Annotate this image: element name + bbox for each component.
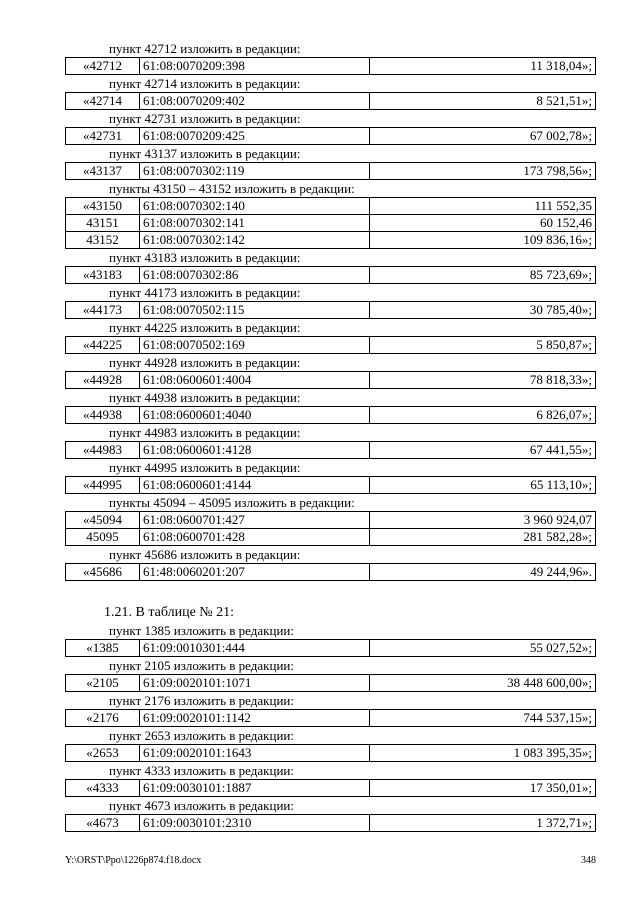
cadastral-value: 109 836,16»; (370, 232, 596, 249)
table-row (66, 215, 596, 232)
amendment-instruction: пункт 44995 изложить в редакции: (109, 460, 301, 475)
cadastral-value: 173 798,56»; (370, 163, 596, 180)
table-row (66, 640, 596, 657)
amendment-instruction: пункт 44928 изложить в редакции: (109, 355, 301, 370)
item-number: 43152 (66, 232, 140, 249)
cadastral-value: 1 372,71»; (370, 815, 596, 832)
item-number: «42714 (66, 93, 140, 110)
amendment-table (65, 162, 596, 180)
table-row (66, 745, 596, 762)
page-number: 348 (581, 855, 596, 866)
table-row (66, 337, 596, 354)
cadastral-number: 61:08:0600601:4040 (140, 407, 370, 424)
table-row (66, 128, 596, 145)
amendment-table (65, 814, 596, 832)
cadastral-number: 61:08:0600701:428 (140, 529, 370, 546)
table-row (66, 232, 596, 249)
item-number: «44225 (66, 337, 140, 354)
section-title: 1.21. В таблице № 21: (104, 605, 235, 620)
item-number: «1385 (66, 640, 140, 657)
cadastral-value: 6 826,07»; (370, 407, 596, 424)
cadastral-value: 30 785,40»; (370, 302, 596, 319)
item-number: «45094 (66, 512, 140, 529)
file-path: Y:\ORST\Ppo\1226p874.f18.docx (65, 855, 202, 866)
item-number: «44938 (66, 407, 140, 424)
cadastral-value: 11 318,04»; (370, 58, 596, 75)
amendment-instruction: пункт 45686 изложить в редакции: (109, 547, 301, 562)
table-row (66, 675, 596, 692)
amendment-table (65, 674, 596, 692)
amendment-table (65, 744, 596, 762)
table-row (66, 93, 596, 110)
amendment-table (65, 197, 596, 249)
item-number: «43137 (66, 163, 140, 180)
amendment-instruction: пункт 43137 изложить в редакции: (109, 146, 301, 161)
cadastral-value: 67 441,55»; (370, 442, 596, 459)
item-number: «4333 (66, 780, 140, 797)
cadastral-value: 78 818,33»; (370, 372, 596, 389)
item-number: «44173 (66, 302, 140, 319)
item-number: «2176 (66, 710, 140, 727)
amendment-table (65, 709, 596, 727)
table-row (66, 442, 596, 459)
item-number: 45095 (66, 529, 140, 546)
amendment-table (65, 92, 596, 110)
cadastral-number: 61:08:0070302:141 (140, 215, 370, 232)
amendment-table (65, 511, 596, 546)
amendment-instruction: пункт 42712 изложить в редакции: (109, 41, 301, 56)
cadastral-value: 67 002,78»; (370, 128, 596, 145)
item-number: «44928 (66, 372, 140, 389)
amendment-instruction: пункт 1385 изложить в редакции: (109, 623, 294, 638)
cadastral-value: 65 113,10»; (370, 477, 596, 494)
cadastral-number: 61:08:0070302:86 (140, 267, 370, 284)
amendment-table (65, 336, 596, 354)
amendment-instruction: пункт 2653 изложить в редакции: (109, 728, 294, 743)
item-number: «43150 (66, 198, 140, 215)
amendment-table (65, 779, 596, 797)
table-row (66, 477, 596, 494)
cadastral-number: 61:08:0600601:4144 (140, 477, 370, 494)
amendment-instruction: пункты 45094 – 45095 изложить в редакции: (109, 495, 355, 510)
amendment-instruction: пункт 42731 изложить в редакции: (109, 111, 301, 126)
cadastral-number: 61:48:0060201:207 (140, 564, 370, 581)
table-row (66, 302, 596, 319)
cadastral-value: 111 552,35 (370, 198, 596, 215)
table-row (66, 372, 596, 389)
amendment-table (65, 57, 596, 75)
item-number: «4673 (66, 815, 140, 832)
amendment-table (65, 127, 596, 145)
amendment-instruction: пункт 44938 изложить в редакции: (109, 390, 301, 405)
item-number: «45686 (66, 564, 140, 581)
cadastral-number: 61:09:0020101:1142 (140, 710, 370, 727)
cadastral-value: 5 850,87»; (370, 337, 596, 354)
amendment-instruction: пункт 44173 изложить в редакции: (109, 285, 301, 300)
cadastral-value: 49 244,96». (370, 564, 596, 581)
cadastral-number: 61:09:0030101:1887 (140, 780, 370, 797)
amendment-instruction: пункт 44225 изложить в редакции: (109, 320, 301, 335)
cadastral-number: 61:08:0070302:142 (140, 232, 370, 249)
cadastral-value: 17 350,01»; (370, 780, 596, 797)
cadastral-number: 61:08:0600601:4128 (140, 442, 370, 459)
table-row (66, 512, 596, 529)
cadastral-value: 85 723,69»; (370, 267, 596, 284)
cadastral-number: 61:08:0070502:115 (140, 302, 370, 319)
item-number: «44995 (66, 477, 140, 494)
table-row (66, 710, 596, 727)
item-number: «42731 (66, 128, 140, 145)
amendment-instruction: пункт 43183 изложить в редакции: (109, 250, 301, 265)
amendment-table (65, 639, 596, 657)
amendment-table (65, 371, 596, 389)
amendment-instruction: пункт 4673 изложить в редакции: (109, 798, 294, 813)
cadastral-number: 61:08:0070502:169 (140, 337, 370, 354)
cadastral-number: 61:09:0030101:2310 (140, 815, 370, 832)
cadastral-value: 55 027,52»; (370, 640, 596, 657)
cadastral-number: 61:08:0070302:119 (140, 163, 370, 180)
cadastral-value: 3 960 924,07 (370, 512, 596, 529)
table-row (66, 780, 596, 797)
item-number: «2653 (66, 745, 140, 762)
table-row (66, 58, 596, 75)
amendment-instruction: пункт 2105 изложить в редакции: (109, 658, 294, 673)
amendment-instruction: пункт 4333 изложить в редакции: (109, 763, 294, 778)
amendment-table (65, 266, 596, 284)
table-21-amendments-list (65, 622, 596, 832)
cadastral-number: 61:08:0600601:4004 (140, 372, 370, 389)
item-number: «42712 (66, 58, 140, 75)
item-number: «2105 (66, 675, 140, 692)
table-row (66, 267, 596, 284)
table-row (66, 815, 596, 832)
amendment-table (65, 406, 596, 424)
amendment-instruction: пункты 43150 – 43152 изложить в редакции: (109, 181, 355, 196)
cadastral-number: 61:08:0600701:427 (140, 512, 370, 529)
cadastral-number: 61:08:0070209:402 (140, 93, 370, 110)
item-number: «44983 (66, 442, 140, 459)
cadastral-number: 61:09:0020101:1071 (140, 675, 370, 692)
amendment-instruction: пункт 44983 изложить в редакции: (109, 425, 301, 440)
document-body (65, 40, 596, 832)
cadastral-number: 61:08:0070209:398 (140, 58, 370, 75)
cadastral-number: 61:09:0020101:1643 (140, 745, 370, 762)
item-number: 43151 (66, 215, 140, 232)
table-row (66, 564, 596, 581)
table-row (66, 407, 596, 424)
cadastral-value: 1 083 395,35»; (370, 745, 596, 762)
amendment-table (65, 476, 596, 494)
cadastral-value: 60 152,46 (370, 215, 596, 232)
table-row (66, 529, 596, 546)
cadastral-number: 61:08:0070209:425 (140, 128, 370, 145)
amendment-table (65, 441, 596, 459)
table-row (66, 198, 596, 215)
cadastral-number: 61:09:0010301:444 (140, 640, 370, 657)
cadastral-value: 8 521,51»; (370, 93, 596, 110)
cadastral-value: 281 582,28»; (370, 529, 596, 546)
cadastral-number: 61:08:0070302:140 (140, 198, 370, 215)
cadastral-value: 744 537,15»; (370, 710, 596, 727)
item-number: «43183 (66, 267, 140, 284)
amendment-instruction: пункт 42714 изложить в редакции: (109, 76, 301, 91)
amendments-list (65, 40, 596, 581)
amendment-instruction: пункт 2176 изложить в редакции: (109, 693, 294, 708)
cadastral-value: 38 448 600,00»; (370, 675, 596, 692)
table-row (66, 163, 596, 180)
amendment-table (65, 301, 596, 319)
amendment-table (65, 563, 596, 581)
